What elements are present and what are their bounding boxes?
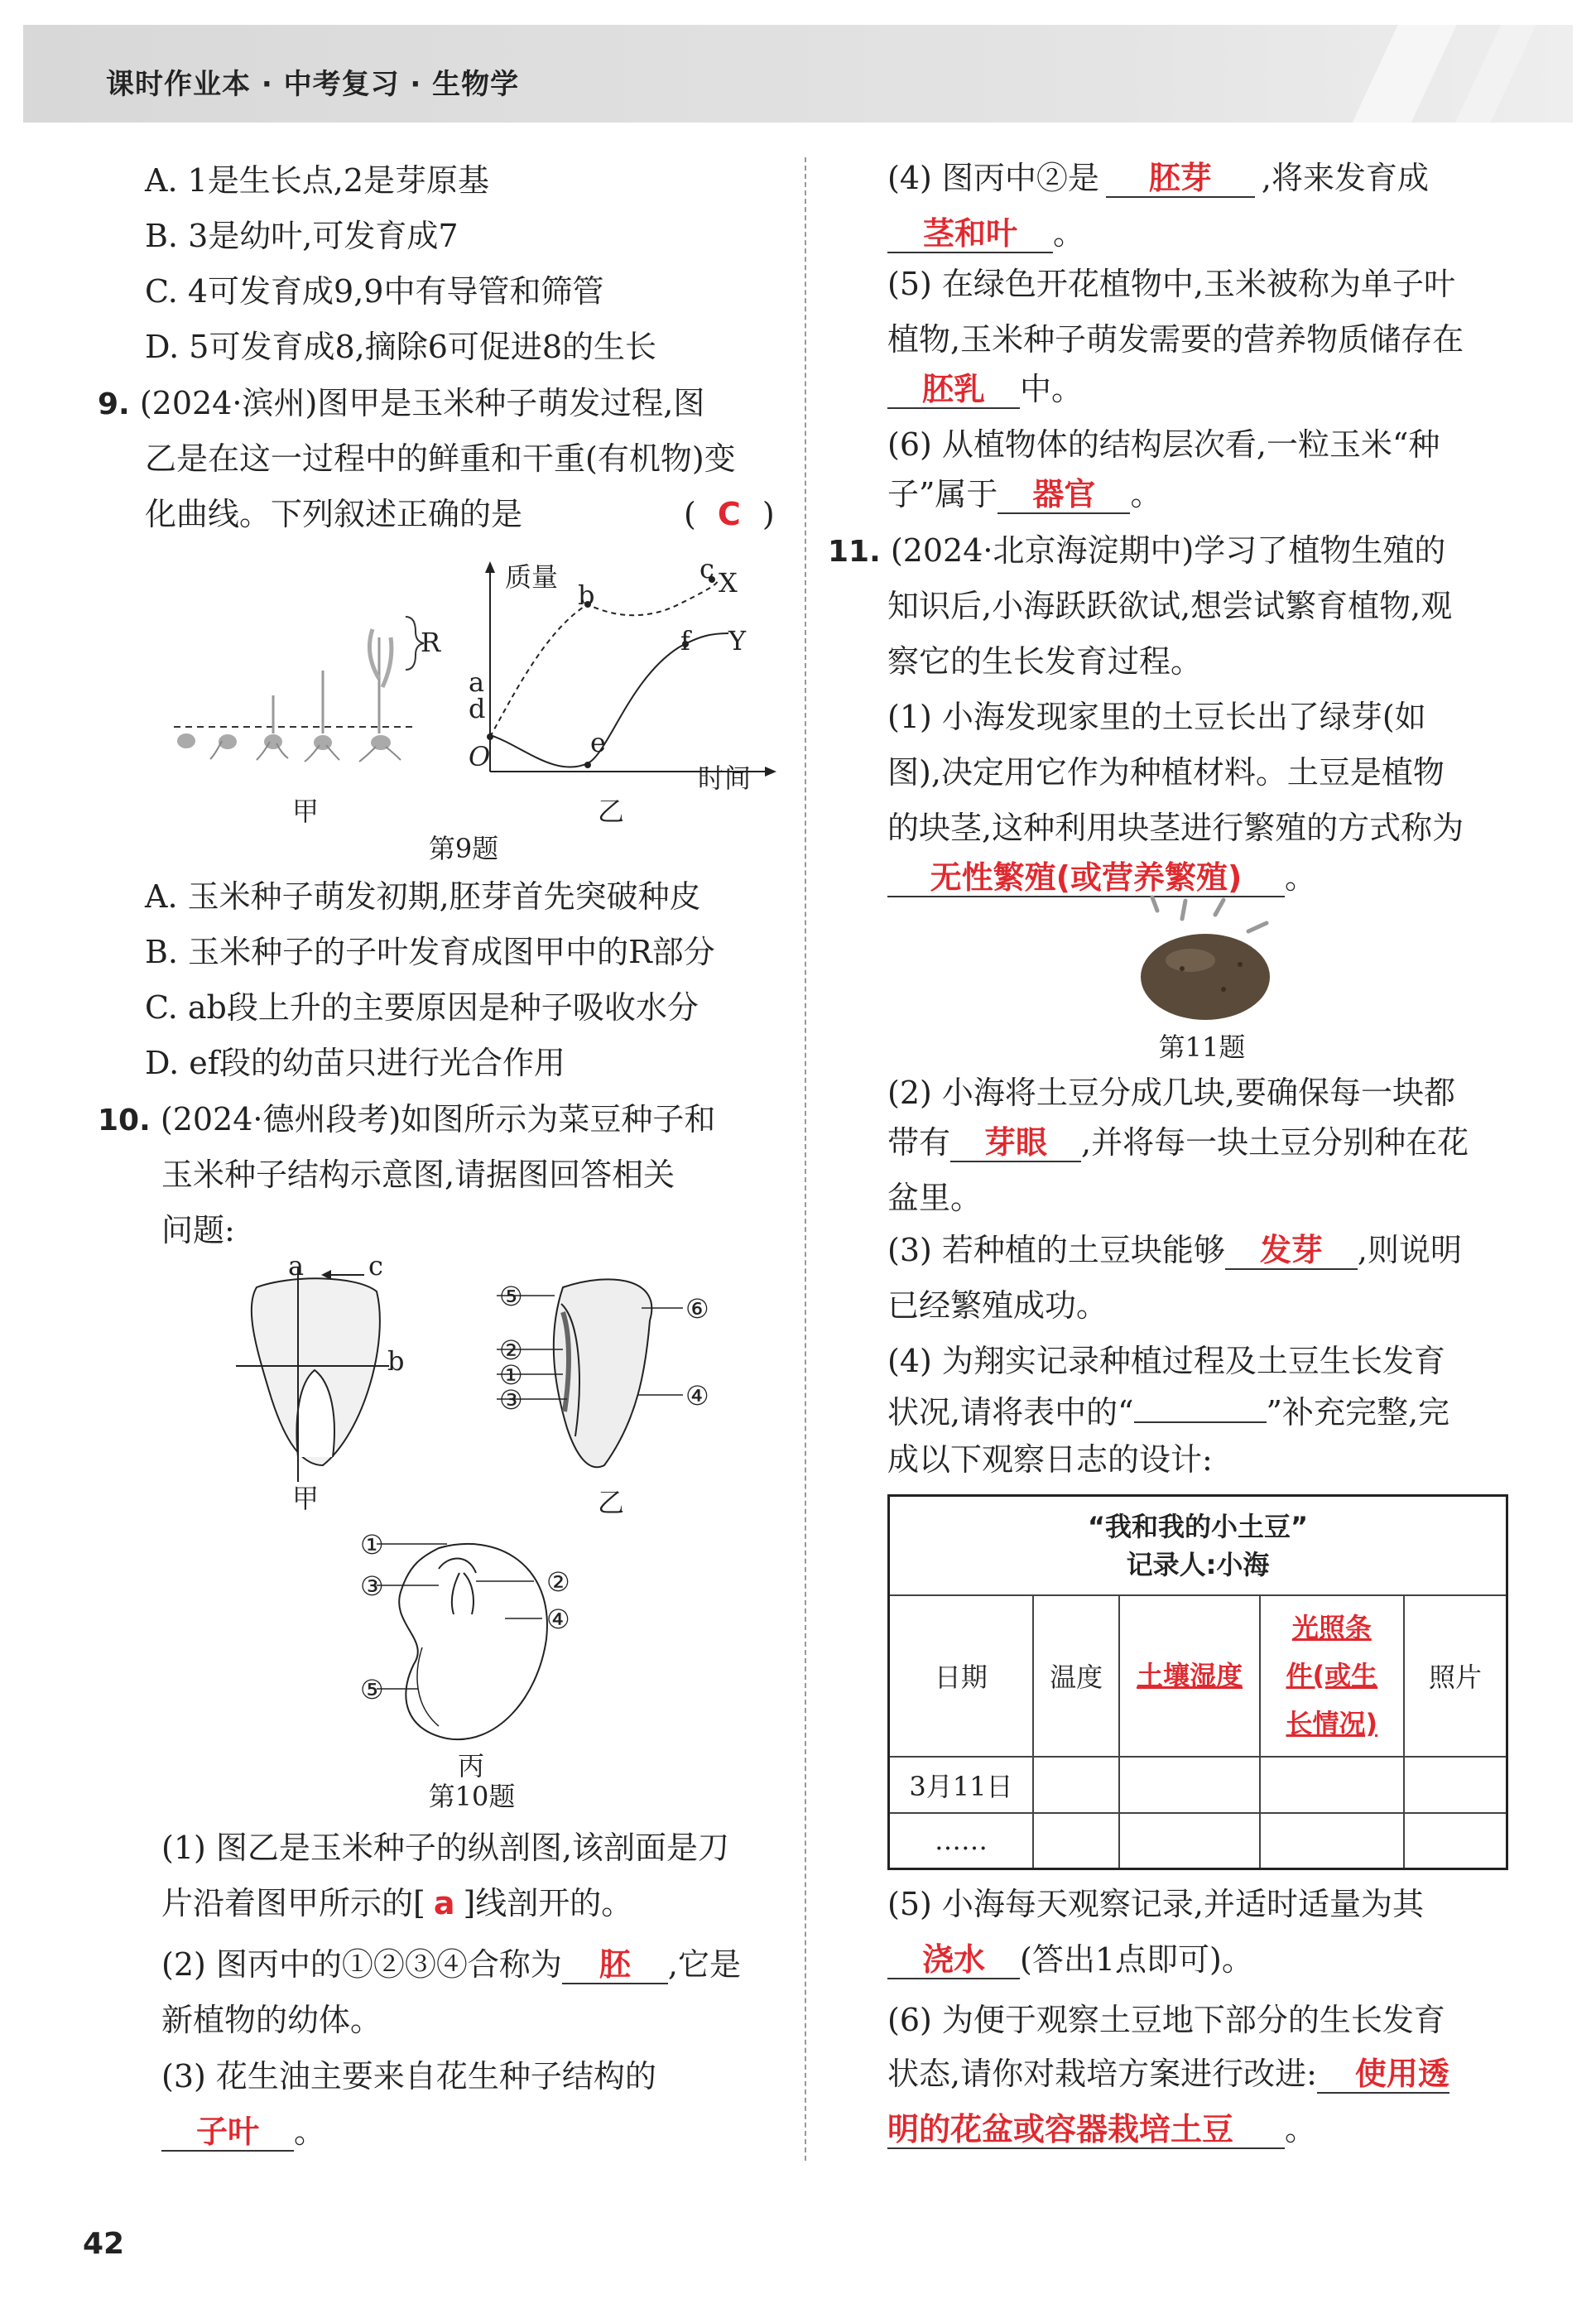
q11-stem-line3: 察它的生长发育过程。 [887,643,1203,680]
label-c1-bing: ① [360,1529,384,1561]
table-title-cell: “我和我的小土豆” 记录人:小海 [889,1496,1507,1595]
q11-sub2-line1: (2) 小海将土豆分成几块,要确保每一块都 [887,1075,1455,1111]
label-c2-yi: ② [499,1335,523,1366]
label-c2-bing: ② [546,1566,570,1598]
page-header [23,25,1573,123]
dry-weight-curve-y [490,633,728,767]
q9-caption: 第9题 [428,833,499,864]
q10-sub5-line1: (5) 在绿色开花植物中,玉米被称为单子叶 [887,266,1455,302]
graph-x-axis-label: 时间 [698,762,752,794]
q11-sub6-answer-part1: 使用透 [1317,2056,1449,2094]
q10-sub3-answer: 子叶 [161,2114,294,2152]
q10-sub5-line2: 植物,玉米种子萌发需要的营养物质储存在 [887,321,1464,358]
curve-X: X [719,567,738,599]
q11-sub5-line1: (5) 小海每天观察记录,并适时适量为其 [887,1886,1424,1922]
q9-option-b: B. 玉米种子的子叶发育成图甲中的R部分 [145,934,715,970]
q9-option-d: D. ef段的幼苗只进行光合作用 [145,1045,565,1081]
page-number: 42 [83,2227,125,2261]
q9-option-c: C. ab段上升的主要原因是种子吸收水分 [145,989,699,1026]
observation-log-table [887,1494,1508,1870]
seed-1 [177,733,195,748]
point-e: e [590,727,606,758]
label-c1-yi: ① [499,1359,523,1391]
q11-sub1-line3: 的块茎,这种利用块茎进行繁殖的方式称为 [887,810,1464,846]
q10-sub4-answer2: 茎和叶 [887,215,1053,253]
q10-sub6-answer: 器官 [997,476,1130,514]
q8-option-d: D. 5可发育成8,摘除6可促进8的生长 [145,329,657,365]
q11-sub4-line1: (4) 为翔实记录种植过程及土豆生长发育 [887,1343,1445,1379]
q11-sub6-line1: (6) 为便于观察土豆地下部分的生长发育 [887,2002,1445,2038]
graph-y-axis-label: 质量 [505,561,559,593]
q10-sub3-line2: 子叶 。 [161,2111,325,2152]
label-c5-bing: ⑤ [360,1674,384,1705]
q10-sub4-line2: 茎和叶 。 [887,213,1084,254]
q10-sub1-line1: (1) 图乙是玉米种子的纵剖图,该剖面是刀 [161,1830,729,1866]
q10-sub6-line1: (6) 从植物体的结构层次看,一粒玉米“种 [887,426,1440,463]
q11-sub2-line2: 带有 芽眼 ,并将每一块土豆分别种在花 [887,1124,1469,1161]
label-yi: 乙 [598,796,625,827]
table-header-light: 光照条 件(或生 长情况) [1260,1595,1404,1757]
q11-sub1-line4: 无性繁殖(或营养繁殖) 。 [887,857,1316,898]
q9-number: 9. [98,387,130,421]
q10-figure-bean-seed [356,1532,571,1755]
header-decoration [1324,25,1573,123]
q8-option-c: C. 4可发育成9,9中有导管和筛管 [145,273,604,310]
q11-stem-line2: 知识后,小海跃跃欲试,想尝试繁育植物,观 [887,588,1453,624]
q10-sub1-line2: 片沿着图甲所示的[ a ]线剖开的。 [161,1885,633,1921]
q9-option-a: A. 玉米种子萌发初期,胚芽首先突破种皮 [145,878,701,915]
q10-sub2-line1: (2) 图丙中的①②③④合称为 胚 ,它是 [161,1946,742,1983]
q11-sub2-line3: 盆里。 [887,1180,983,1216]
q11-sub1-line2: 图),决定用它作为种植材料。土豆是植物 [887,754,1445,791]
label-b: b [387,1345,405,1377]
q11-sub6-line3: 明的花盆或容器栽培土豆 。 [887,2111,1317,2147]
q10-sub6-line2: 子”属于 器官 。 [887,476,1162,512]
q10-sub4-line1: (4) 图丙中②是 胚芽 ,将来发育成 [887,160,1430,196]
label-c4-yi: ④ [685,1380,709,1411]
label-jia-10: 甲 [292,1483,320,1514]
label-c6-yi: ⑥ [685,1293,709,1325]
q11-sub1-line1: (1) 小海发现家里的土豆长出了绿芽(如 [887,699,1426,735]
fresh-weight-curve-x [490,580,717,737]
label-jia: 甲 [292,796,320,827]
q10-stem-line3: 问题: [161,1212,235,1248]
label-R: R [421,627,441,658]
point-a: a [469,666,485,698]
point-b: b [578,580,595,611]
label-c5-yi: ⑤ [499,1281,523,1312]
q11-sub4-blank [1134,1390,1267,1423]
q9-stem-line2: 乙是在这一过程中的鲜重和干重(有机物)变 [145,440,736,477]
q10-stem-line2: 玉米种子结构示意图,请据图回答相关 [161,1157,675,1193]
q11-caption: 第11题 [1158,1032,1246,1063]
q10-caption: 第10题 [428,1781,516,1812]
q10-sub1-answer: a [433,1885,455,1921]
q10-sub5-answer: 胚乳 [887,371,1020,409]
label-yi-10: 乙 [598,1487,625,1518]
header-title: 课时作业本 · 中考复习 · 生物学 [106,68,520,101]
q11-sub3-line2: 已经繁殖成功。 [887,1287,1108,1324]
q11-sub5-answer: 浇水 [887,1941,1020,1979]
label-bing: 丙 [458,1750,485,1782]
graph-origin: O [469,741,491,772]
q8-option-a: A. 1是生长点,2是芽原基 [145,162,490,199]
point-f: f [680,625,690,656]
q9-figure-seedlings [166,580,447,786]
q10-sub2-line2: 新植物的幼体。 [161,2002,382,2038]
q11-sub5-line2: 浇水 (答出1点即可)。 [887,1939,1253,1980]
table-row1-date: 3月11日 [889,1757,1033,1813]
label-c3-bing: ③ [360,1570,384,1602]
q8-option-b: B. 3是幼叶,可发育成7 [145,218,459,254]
q10-sub2-answer: 胚 [562,1946,668,1984]
point-c: c [699,553,714,584]
label-c4-bing: ④ [546,1604,570,1635]
q10-sub5-line3: 胚乳 中。 [887,368,1083,410]
column-divider [805,157,806,2161]
q11-sub4-line2: 状况,请将表中的“ ”补充完整,完 [887,1390,1449,1433]
table-row2-date: …… [889,1813,1033,1869]
q9-answer: C [717,496,741,532]
label-c: c [368,1250,383,1282]
point-d: d [469,693,486,724]
q10-stem-line1: 10. (2024·德州段考)如图所示为菜豆种子和 [98,1101,716,1137]
table-header-photo: 照片 [1404,1595,1507,1757]
q11-sub4-line3: 成以下观察日志的设计: [887,1441,1213,1478]
q11-sub6-answer-part2: 明的花盆或容器栽培土豆 [887,2111,1285,2149]
q9-stem-line1: 9. (2024·滨州)图甲是玉米种子萌发过程,图 [98,385,705,421]
q11-sub3-answer: 发芽 [1225,1232,1358,1270]
q11-number: 11. [828,535,881,569]
q10-sub3-line1: (3) 花生油主要来自花生种子结构的 [161,2058,656,2094]
q9-answer-bracket: ( C ) [684,496,775,532]
q11-sub1-answer: 无性繁殖(或营养繁殖) [887,859,1285,897]
label-c3-yi: ③ [499,1384,523,1416]
q11-sub6-line2: 状态,请你对栽培方案进行改进: 使用透 [887,2056,1449,2092]
table-header-soil-humidity: 土壤湿度 [1119,1595,1259,1757]
q11-sub3-line1: (3) 若种植的土豆块能够 发芽 ,则说明 [887,1232,1463,1268]
table-header-date: 日期 [889,1595,1033,1757]
q11-stem-line1: 11. (2024·北京海淀期中)学习了植物生殖的 [828,532,1446,569]
q10-number: 10. [98,1104,151,1137]
q10-sub4-answer1: 胚芽 [1106,160,1255,198]
q9-stem-line3: 化曲线。下列叙述正确的是 [145,496,523,532]
q10-figure-corn-seed [224,1267,414,1490]
q11-figure-potato [1124,894,1281,1027]
table-header-temperature: 温度 [1033,1595,1120,1757]
label-a: a [288,1250,305,1282]
q11-sub2-answer: 芽眼 [950,1124,1081,1162]
curve-Y: Y [728,625,747,656]
